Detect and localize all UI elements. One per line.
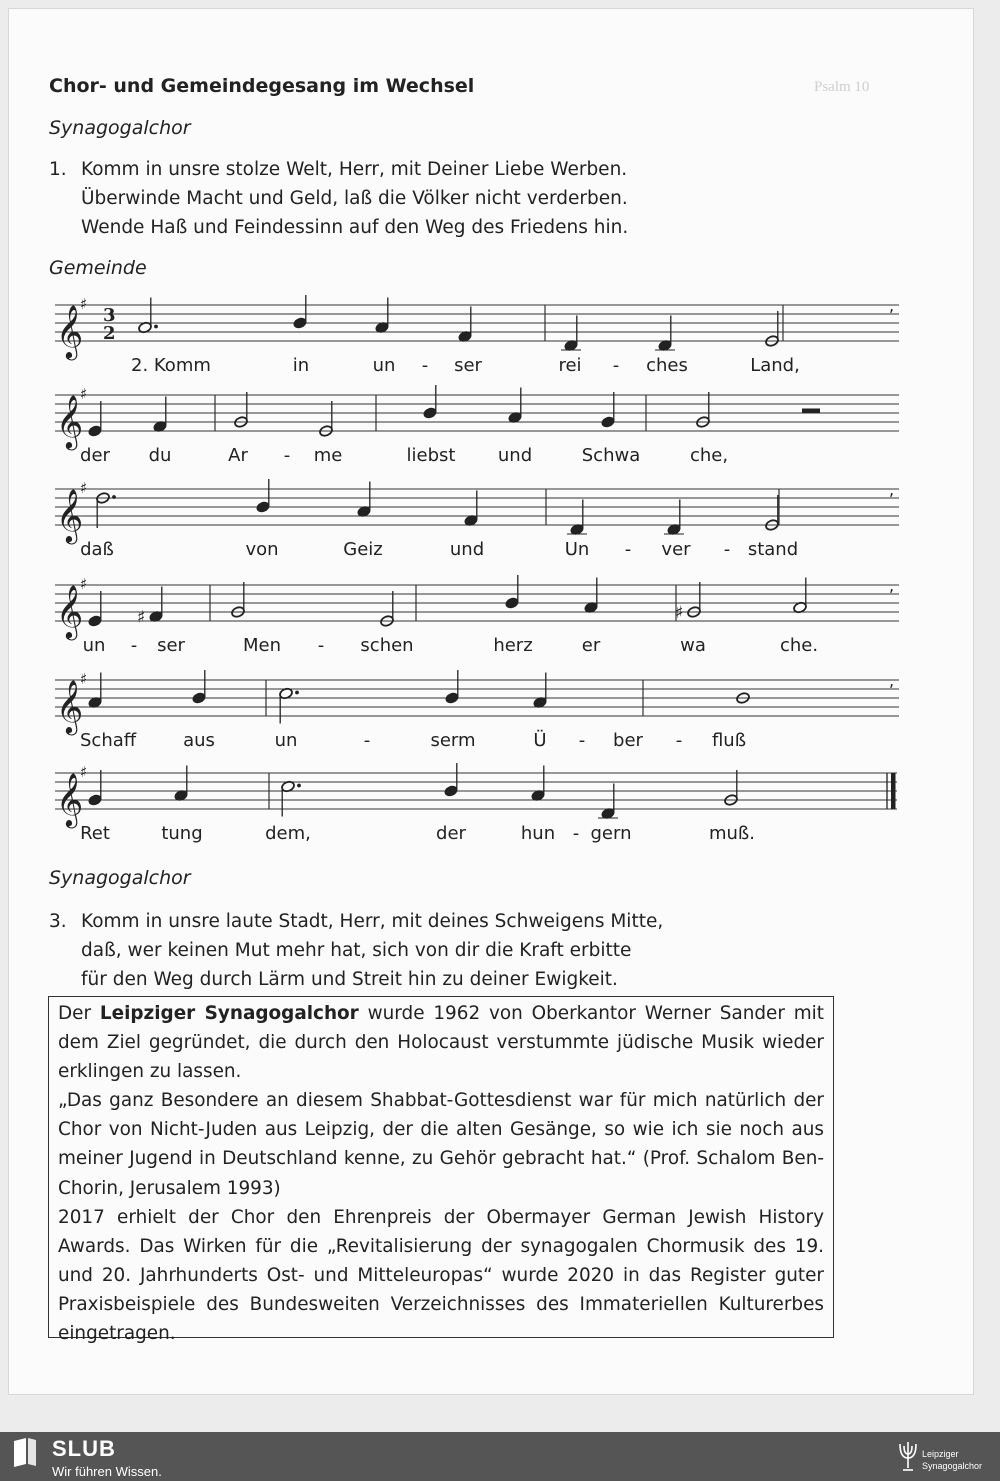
lyric-syllable: muß. (708, 823, 756, 844)
verse-number: 1. (49, 159, 67, 180)
staff-system (53, 575, 903, 665)
note (505, 575, 520, 609)
key-signature-sharp: ♯ (80, 670, 88, 688)
verse-line: Komm in unsre laute Stadt, Herr, mit deines Schweigens Mitte, (81, 911, 664, 932)
lyric-syllable: me (313, 445, 343, 466)
treble-clef-icon: 𝄞 (56, 394, 84, 448)
note (357, 482, 372, 518)
note (281, 780, 301, 816)
note (256, 479, 271, 513)
lyric-syllable: in (292, 355, 310, 376)
note (724, 770, 739, 806)
treble-clef-icon: 𝄞 (56, 584, 84, 638)
treble-clef-icon: 𝄞 (56, 772, 84, 826)
note (533, 673, 548, 709)
lyric-syllable: - (578, 730, 586, 751)
lyric-syllable: Men (242, 635, 282, 656)
lyric-syllable: Land, (750, 355, 800, 376)
lyric-syllable: rei (558, 355, 582, 376)
half-rest (802, 409, 820, 414)
lyric-syllable: ver (661, 539, 691, 560)
lyric-syllable: herz (493, 635, 533, 656)
lyric-syllable: serm (430, 730, 476, 751)
lyric-syllable: Ü (533, 730, 547, 751)
lyric-syllable: 2. Komm (131, 355, 211, 376)
note (696, 392, 711, 428)
lyric-syllable: stand (747, 539, 799, 560)
note (380, 591, 395, 627)
augmentation-dot (295, 691, 299, 695)
lyric-syllable: - (612, 355, 620, 376)
verse-line: Komm in unsre stolze Welt, Herr, mit Deiner Liebe Werben. (81, 159, 628, 180)
note (88, 401, 103, 437)
augmentation-dot (112, 495, 116, 499)
note (138, 298, 158, 334)
note (793, 578, 808, 614)
augmentation-dot (154, 325, 158, 329)
info-paragraph: Der Leipziger Synagogalchor wurde 1962 von Oberkantor Werner Sander mit dem Ziel gegründet, die durch den Holocaust verstummte jüdische Musik wieder erklingen zu lassen. (58, 1003, 825, 1083)
bleed-through-text: Psalm 10 (814, 79, 870, 95)
note (567, 500, 587, 536)
lyric-syllable: fluß (711, 730, 747, 751)
slub-tagline: Wir führen Wissen. (52, 1464, 162, 1479)
lyric-syllable: - (675, 730, 683, 751)
lyric-syllable: che, (689, 445, 729, 466)
key-signature-sharp: ♯ (80, 763, 88, 781)
choir-label-2: Synagogalchor (49, 867, 191, 889)
note (458, 307, 473, 343)
lyric-syllable: - (723, 539, 731, 560)
treble-clef-icon: 𝄞 (56, 304, 84, 358)
key-signature-sharp: ♯ (80, 575, 88, 593)
info-quote: „Das ganz Besondere an diesem Shabbat-Gottesdienst war für mich natürlich der Chor von Nicht-Juden aus Leipzig, der die alten Gesänge, so wie ich sie noch aus meiner Jugend in Deutschland kenne, zu Gehör gebracht hat.“ (Prof. Schalom Ben-Chorin, Jerusalem 1993) (58, 1090, 824, 1199)
staff-system (53, 295, 903, 385)
key-signature-sharp: ♯ (80, 295, 88, 313)
lyric-syllable: - (572, 823, 580, 844)
community-label: Gemeinde (49, 257, 147, 279)
note (88, 770, 103, 806)
lyric-syllable: - (283, 445, 291, 466)
lyric-syllable: tung (161, 823, 203, 844)
lyric-syllable: daß (80, 539, 114, 560)
note (88, 673, 103, 709)
note (601, 392, 616, 428)
staff-svg (53, 670, 903, 760)
lyric-syllable: - (130, 635, 138, 656)
lyric-syllable: che. (779, 635, 819, 656)
sharp-accidental: ♯ (675, 603, 684, 623)
lyric-syllable: ber (613, 730, 643, 751)
staff-svg (53, 385, 903, 475)
lyric-syllable: der (436, 823, 466, 844)
note (88, 591, 103, 627)
note (375, 298, 390, 334)
choir-label-1: Synagogalchor (49, 117, 191, 139)
lyric-syllable: Geiz (343, 539, 383, 560)
lyric-syllable: Schaff (80, 730, 137, 751)
note (655, 316, 675, 352)
lyric-syllable: von (245, 539, 279, 560)
note (765, 311, 780, 347)
lyric-syllable: ser (157, 635, 185, 656)
treble-clef-icon: 𝄞 (56, 679, 84, 733)
lyric-syllable: ser (454, 355, 482, 376)
lyric-syllable: dem, (265, 823, 311, 844)
breath-mark: , (889, 296, 895, 315)
note (192, 670, 207, 704)
info-paragraph: 2017 erhielt der Chor den Ehrenpreis der Obermayer German Jewish History Awards. Das Wirken für die „Revitalisierung der synagogalen Chormusik des 19. und 20. Jahrhunderts Ost- und Mitteleuropas“ wurde 2020 in das Register guter Praxisbeispiele des Bundesweiten Verzeichnisses des Immateriellen Kulturerbes eingetragen. (58, 1206, 824, 1345)
staff-system (53, 763, 903, 853)
note (319, 401, 334, 437)
note (293, 295, 308, 329)
lyric-syllable: - (363, 730, 371, 751)
lyric-syllable: der (80, 445, 110, 466)
note (279, 687, 299, 723)
lyric-syllable: ches (646, 355, 688, 376)
lyric-syllable: un (274, 730, 298, 751)
breath-mark: , (889, 576, 895, 595)
note (231, 582, 246, 618)
lyric-syllable: hun (520, 823, 556, 844)
lyric-syllable: schen (360, 635, 414, 656)
lyric-syllable: un (82, 635, 106, 656)
note (153, 397, 168, 433)
choir-name: Leipziger Synagogalchor (99, 1003, 359, 1024)
note (423, 385, 438, 419)
sharp-accidental: ♯ (137, 607, 146, 628)
verse-line: Überwinde Macht und Geld, laß die Völker nicht verderben. (81, 188, 628, 209)
lyric-syllable: du (148, 445, 172, 466)
note (531, 766, 546, 802)
lyric-syllable: und (449, 539, 485, 560)
staff-system (53, 670, 903, 760)
key-signature-sharp: ♯ (80, 385, 88, 403)
menorah-icon (895, 1434, 921, 1474)
note (664, 500, 684, 536)
note (234, 392, 249, 428)
breath-mark: , (889, 480, 895, 499)
choir-logo-text: Leipziger Synagogalchor (922, 1449, 983, 1471)
note (444, 763, 459, 797)
slub-logo-icon (12, 1437, 38, 1467)
verse-line: für den Weg durch Lärm und Streit hin zu deiner Ewigkeit. (81, 969, 618, 990)
note (765, 495, 780, 531)
note (96, 492, 116, 528)
lyric-syllable: Un (564, 539, 590, 560)
note (174, 766, 189, 802)
breath-mark: , (889, 671, 895, 690)
verse-line: daß, wer keinen Mut mehr hat, sich von dir die Kraft erbitte (81, 940, 632, 961)
lyric-syllable: un (372, 355, 396, 376)
treble-clef-icon: 𝄞 (56, 488, 84, 542)
note (598, 784, 618, 820)
page-title: Chor- und Gemeindegesang im Wechsel (49, 75, 475, 97)
time-signature-top: 3 (103, 305, 116, 326)
staff-system (53, 479, 903, 569)
choir-info-box (48, 996, 834, 1345)
final-bar-thick (891, 773, 896, 809)
verse-line: Wende Haß und Feindessinn auf den Weg des Friedens hin. (81, 217, 629, 238)
lyric-syllable: liebst (406, 445, 456, 466)
lyric-syllable: und (497, 445, 533, 466)
note (464, 491, 479, 527)
lyric-syllable: - (624, 539, 632, 560)
key-signature-sharp: ♯ (80, 479, 88, 497)
footer-bar (0, 1432, 1000, 1481)
time-signature-bottom: 2 (103, 323, 116, 344)
verse-number: 3. (49, 911, 67, 932)
lyric-syllable: Ar (228, 445, 248, 466)
lyric-syllable: er (581, 635, 601, 656)
lyric-syllable: gern (590, 823, 632, 844)
lyric-syllable: Ret (80, 823, 110, 844)
lyric-syllable: wa (680, 635, 706, 656)
note (508, 388, 523, 424)
augmentation-dot (297, 784, 301, 788)
lyric-syllable: Schwa (581, 445, 641, 466)
note (445, 670, 460, 704)
note (584, 578, 599, 614)
lyric-syllable: - (421, 355, 429, 376)
lyric-syllable: - (317, 635, 325, 656)
staff-system (53, 385, 903, 475)
slub-brand: SLUB (52, 1436, 116, 1461)
note (561, 316, 581, 352)
lyric-syllable: aus (183, 730, 215, 751)
